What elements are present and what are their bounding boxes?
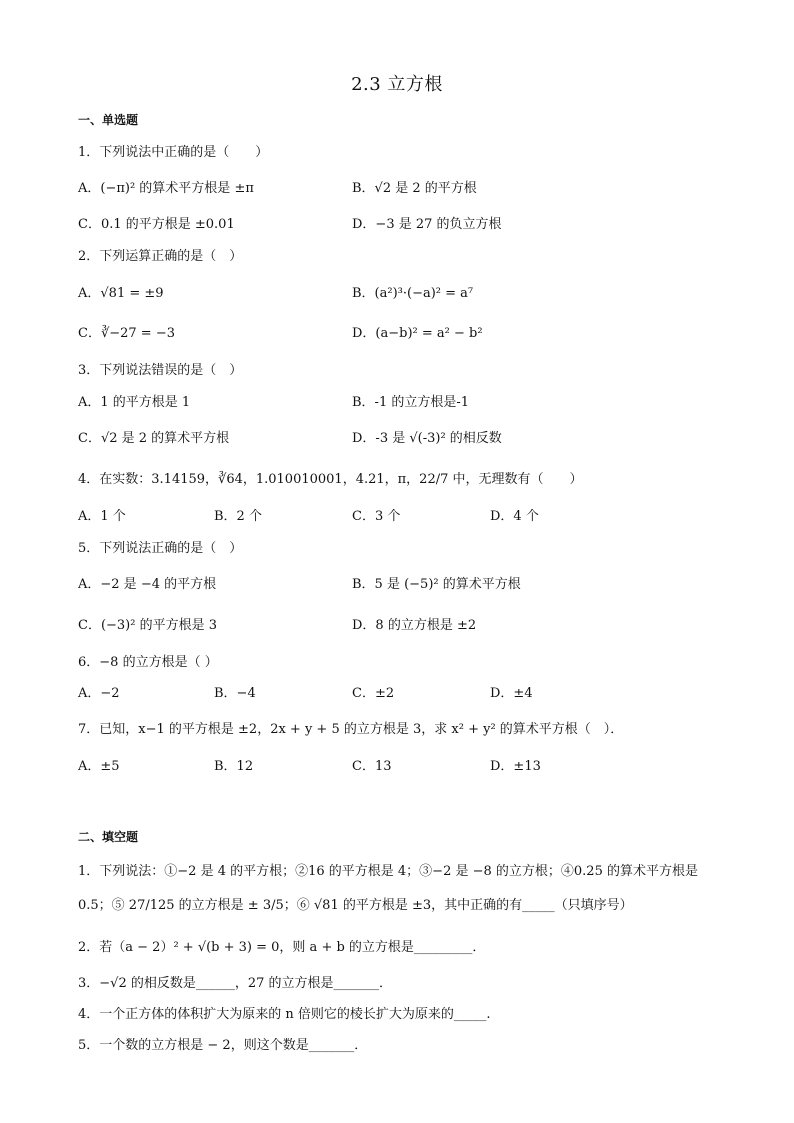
- section-heading-single-choice: 一、单选题: [78, 113, 139, 127]
- question-stem: 4．在实数：3.14159，∛64，1.010010001，4.21，π，22/7 中，无理数有（ ）: [78, 472, 583, 487]
- option-a: A．−2: [78, 686, 120, 701]
- question-stem: 6．−8 的立方根是（ ）: [78, 655, 218, 670]
- option-c: C．0.1 的平方根是 ±0.01: [78, 217, 235, 232]
- section-heading-fill-blank: 二、填空题: [78, 830, 139, 844]
- option-c: C．∛−27 = −3: [78, 326, 175, 341]
- question-stem: 7．已知，x−1 的平方根是 ±2，2x + y + 5 的立方根是 3，求 x² + y² 的算术平方根（ ）．: [78, 722, 624, 737]
- option-c: C．13: [352, 759, 392, 774]
- option-d: D．(a−b)² = a² − b²: [352, 326, 483, 341]
- fill-question: 3．−√2 的相反数是______，27 的立方根是_______．: [78, 976, 393, 991]
- option-a: A．√81 = ±9: [78, 286, 164, 301]
- option-a: A．±5: [78, 759, 120, 774]
- option-c: C．±2: [352, 686, 395, 701]
- option-b: B．2 个: [214, 509, 262, 524]
- option-c: C．(−3)² 的平方根是 3: [78, 618, 218, 633]
- option-d: D．8 的立方根是 ±2: [352, 618, 477, 633]
- option-a: A．−2 是 −4 的平方根: [78, 577, 217, 592]
- option-b: B．(a²)³·(−a)² = a⁷: [352, 286, 474, 301]
- page-title: 2.3 立方根: [351, 74, 443, 95]
- fill-question: 4．一个正方体的体积扩大为原来的 n 倍则它的棱长扩大为原来的_____.: [78, 1007, 491, 1022]
- option-b: B．−4: [214, 686, 256, 701]
- option-a: A．1 个: [78, 509, 126, 524]
- option-b: B．√2 是 2 的平方根: [352, 181, 477, 196]
- question-stem: 1．下列说法中正确的是（ ）: [78, 145, 269, 160]
- option-b: B．-1 的立方根是-1: [352, 395, 470, 410]
- option-c: C．√2 是 2 的算术平方根: [78, 431, 230, 446]
- option-d: D．±4: [490, 686, 533, 701]
- fill-question: 0.5；⑤ 27/125 的立方根是 ± 3/5；⑥ √81 的平方根是 ±3，其中正确的有_____（只填序号）: [78, 898, 633, 913]
- option-d: D．−3 是 27 的负立方根: [352, 217, 502, 232]
- fill-question: 5．一个数的立方根是 − 2，则这个数是_______．: [78, 1038, 368, 1053]
- option-a: A．(−π)² 的算术平方根是 ±π: [78, 181, 254, 196]
- option-b: B．12: [214, 759, 254, 774]
- option-d: D．±13: [490, 759, 541, 774]
- question-stem: 3．下列说法错误的是（ ）: [78, 363, 243, 378]
- question-stem: 2．下列运算正确的是（ ）: [78, 249, 243, 264]
- fill-question: 1．下列说法：①−2 是 4 的平方根；②16 的平方根是 4；③−2 是 −8 的立方根；④0.25 的算术平方根是: [78, 864, 698, 879]
- option-b: B．5 是 (−5)² 的算术平方根: [352, 577, 521, 592]
- option-c: C．3 个: [352, 509, 401, 524]
- option-d: D．4 个: [490, 509, 539, 524]
- option-a: A．1 的平方根是 1: [78, 395, 191, 410]
- question-stem: 5．下列说法正确的是（ ）: [78, 541, 243, 556]
- fill-question: 2．若（a − 2）² + √(b + 3) = 0，则 a + b 的立方根是_________．: [78, 940, 486, 955]
- option-d: D．-3 是 √(-3)² 的相反数: [352, 431, 502, 446]
